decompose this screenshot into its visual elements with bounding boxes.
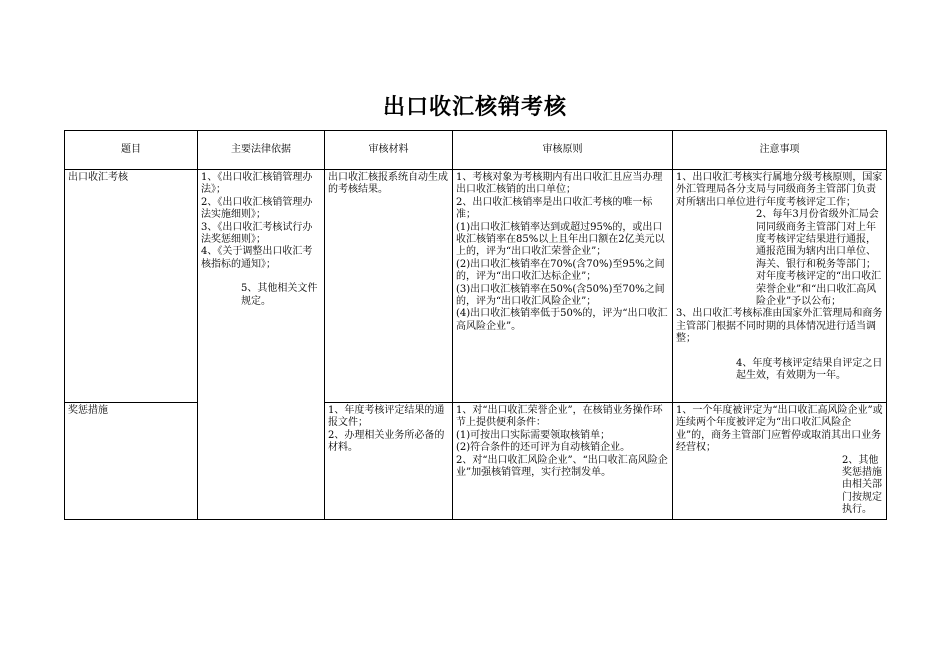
page-title: 出口收汇核销考核 (382, 95, 567, 120)
legal-item: 4、《关于调整出口收汇考核指标的通知》； (201, 246, 313, 270)
cell-topic: 出口收汇考核 (65, 170, 198, 403)
principle-item: (4)出口收汇核销率低于50%的，评为“出口收汇高风险企业”。 (456, 308, 668, 332)
cell-materials (325, 170, 453, 403)
principle-item: (3)出口收汇核销率在50%(含50%)至70%之间的，评为“出口收汇风险企业”； (456, 283, 665, 308)
principle-item: 1、考核对象为考核期内有出口收汇且应当办理出口收汇核销的出口单位； (456, 172, 663, 196)
note-item: 2、每年3月份省级外汇局会同同级商务主管部门对上年度考核评定结果进行通报，通报范围为辖内出口单位、海关、银行和税务等部门；对年度考核评定的“出口收汇荣誉企业”和“出口收汇高风险企业”予以公布； (756, 209, 882, 308)
cell-notes (673, 170, 887, 403)
legal-item: 2、《出口收汇核销管理办法实施细则》； (201, 196, 313, 221)
header-principles: 审核原则 (453, 131, 673, 170)
table-row (65, 403, 887, 520)
cell-topic: 奖惩措施 (65, 403, 198, 520)
assessment-table (64, 130, 887, 520)
cell-materials (325, 403, 453, 520)
note-item: 2、其他奖惩措施由相关部门按规定执行。 (842, 454, 882, 516)
header-topic: 题目 (65, 131, 198, 170)
material-item: 出口收汇核报系统自动生成的考核结果。 (328, 172, 448, 196)
header-legal-basis: 主要法律依据 (198, 131, 325, 170)
note-item: 1、一个年度被评定为“出口收汇高风险企业”或连续两个年度被评定为“出口收汇风险企业”的，商务主管部门应暂停或取消其出口业务经营权； (676, 405, 883, 454)
header-materials: 审核材料 (325, 131, 453, 170)
note-item: 3、出口收汇考核标准由国家外汇管理局和商务主管部门根据不同时期的具体情况进行适当调整； (676, 308, 883, 345)
header-row (65, 131, 887, 170)
principle-item: (2)符合条件的还可评为自动核销企业。 (456, 442, 631, 454)
table-row (65, 170, 887, 403)
note-item: 4、年度考核评定结果自评定之日起生效，有效期为一年。 (736, 357, 883, 382)
cell-legal-basis (198, 170, 325, 520)
legal-item: 5、其他相关文件规定。 (241, 283, 318, 307)
principle-item: 1、对“出口收汇荣誉企业”，在核销业务操作环节上提供便利条件： (456, 405, 663, 429)
note-item: 1、出口收汇考核实行属地分级考核原则，国家外汇管理局各分支局与同级商务主管部门负责对所辖出口单位进行年度考核评定工作； (676, 172, 883, 208)
principle-item: 2、对“出口收汇风险企业”、“出口收汇高风险企业”加强核销管理，实行控制发单。 (456, 454, 668, 479)
legal-item: 3、《出口收汇考核试行办法奖惩细则》； (201, 221, 313, 246)
material-item: 1、年度考核评定结果的通报文件； (328, 405, 445, 429)
legal-item: 1、《出口收汇核销管理办法》； (201, 172, 313, 196)
cell-notes (673, 403, 887, 520)
principle-item: (2)出口收汇核销率在70%(含70%)至95%之间的，评为“出口收汇达标企业”； (456, 258, 665, 283)
principle-item: (1)出口收汇核销率达到或超过95%的，或出口收汇核销率在85%以上且年出口额在2亿美元以上的，评为“出口收汇荣誉企业”； (456, 221, 665, 258)
material-item: 2、办理相关业务所必备的材料。 (328, 429, 445, 454)
cell-principles (453, 170, 673, 403)
principle-item: (1)可按出口实际需要领取核销单； (456, 429, 611, 441)
principle-item: 2、出口收汇核销率是出口收汇考核的唯一标准； (456, 196, 653, 221)
header-notes: 注意事项 (673, 131, 887, 170)
cell-principles (453, 403, 673, 520)
